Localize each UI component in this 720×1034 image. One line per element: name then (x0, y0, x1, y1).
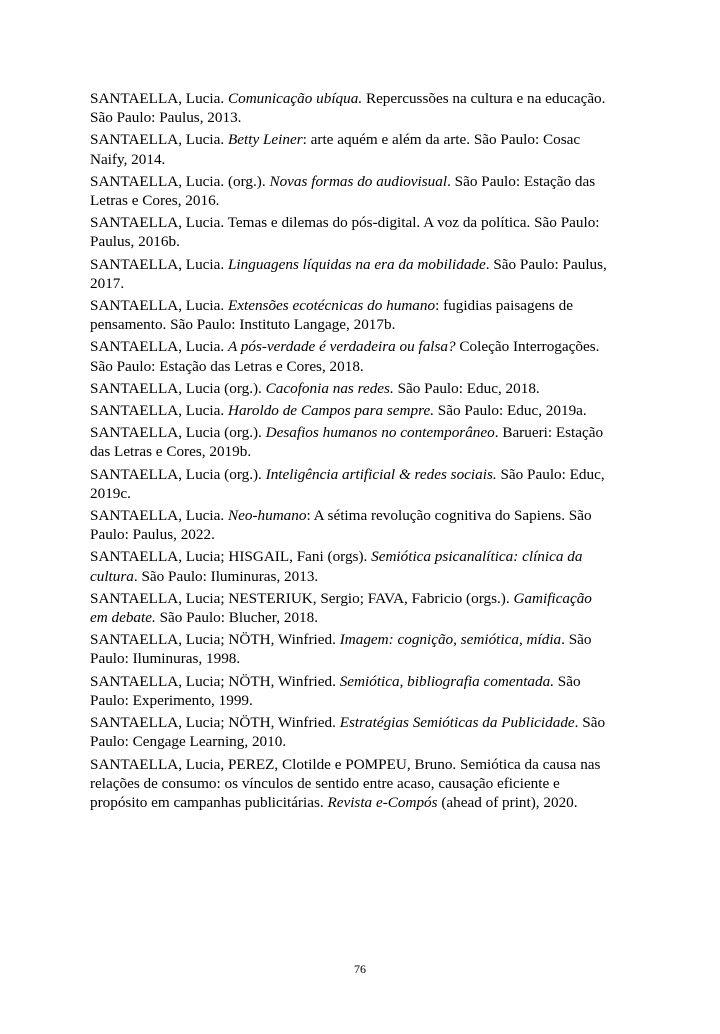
reference-title: Estratégias Semióticas da Publicidade (339, 714, 575, 732)
reference-text: . São Paulo: Paulus, 2017. (90, 255, 607, 292)
reference-text: Repercussões na cultura e na educação. São Paulo: Paulus, 2013. (90, 90, 606, 127)
reference-title: Revista e-Compós (327, 793, 438, 811)
reference-text: São Paulo: Educ, 2019a. (434, 402, 587, 420)
reference-text: São Paulo: Experimento, 1999. (90, 672, 581, 709)
reference-text: : A sétima revolução cognitiva do Sapiens. São Paulo: Paulus, 2022. (90, 507, 592, 544)
reference-text: SANTAELLA, Lucia. (90, 338, 228, 356)
reference-title: Semiótica psicanalítica: clínica da cultura (90, 548, 583, 585)
reference-text: SANTAELLA, Lucia. (90, 402, 228, 420)
reference-title: Cacofonia nas redes. (265, 379, 394, 397)
reference-entry (90, 296, 612, 334)
reference-text: Coleção Interrogações. São Paulo: Estação das Letras e Cores, 2018. (90, 338, 600, 375)
reference-text: . Barueri: Estação das Letras e Cores, 2019b. (90, 424, 604, 461)
reference-text: São Paulo: Blucher, 2018. (155, 609, 319, 627)
reference-title: Inteligência artificial & redes sociais. (265, 465, 497, 483)
reference-title: Neo-humano (227, 507, 307, 525)
reference-entry (90, 89, 612, 127)
reference-entry (90, 172, 612, 210)
reference-title: A pós-verdade é verdadeira ou falsa? (227, 338, 456, 356)
reference-entry (90, 547, 612, 585)
reference-entry (90, 379, 612, 398)
reference-text: . São Paulo: Estação das Letras e Cores, 2016. (90, 172, 596, 210)
reference-text: . São Paulo: Cengage Learning, 2010. (90, 714, 606, 751)
reference-entry (90, 130, 612, 168)
reference-text: SANTAELLA, Lucia. (90, 255, 228, 273)
reference-title: Betty Leiner (227, 131, 303, 149)
reference-text: SANTAELLA, Lucia; HISGAIL, Fani (orgs). (90, 548, 372, 566)
reference-title: Extensões ecotécnicas do humano (227, 297, 436, 315)
reference-text: São Paulo: Educ, 2019c. (90, 465, 605, 502)
reference-text: (ahead of print), 2020. (437, 793, 578, 811)
reference-list (90, 89, 612, 815)
reference-text: : fugidias paisagens de pensamento. São Paulo: Instituto Langage, 2017b. (90, 297, 573, 334)
reference-entry (90, 755, 612, 813)
reference-title: Comunicação ubíqua. (227, 90, 363, 107)
reference-entry (90, 630, 612, 668)
reference-title: Novas formas do audiovisual (269, 172, 448, 190)
reference-text: SANTAELLA, Lucia, PEREZ, Clotilde e POMPEU, Bruno. Semiótica da causa nas relações de consumo: os vínculos de sentido entre acaso, causação eficiente e propósito em campanhas publicitárias. (90, 755, 601, 811)
reference-entry (90, 255, 612, 293)
reference-entry (90, 589, 612, 627)
reference-title: Desafios humanos no contemporâneo (265, 424, 495, 442)
reference-text: SANTAELLA, Lucia; NESTERIUK, Sergio; FAVA, Fabricio (orgs.). (90, 589, 514, 607)
reference-text: SANTAELLA, Lucia (org.). (90, 424, 266, 442)
reference-text: . São Paulo: Iluminuras, 1998. (90, 631, 592, 668)
reference-title: Imagem: cognição, semiótica, mídia (339, 631, 562, 649)
page-number: 76 (354, 962, 366, 976)
reference-entry (90, 401, 612, 420)
reference-entry (90, 713, 612, 751)
reference-entry (90, 213, 612, 251)
reference-title: Haroldo de Campos para sempre. (227, 402, 434, 420)
reference-text: SANTAELLA, Lucia (org.). (90, 379, 266, 397)
reference-entry (90, 465, 612, 503)
reference-text: SANTAELLA, Lucia; NÖTH, Winfried. (90, 631, 340, 649)
reference-text: SANTAELLA, Lucia. (90, 90, 228, 107)
reference-text: São Paulo: Educ, 2018. (393, 379, 540, 397)
reference-text: SANTAELLA, Lucia. (90, 131, 228, 149)
reference-title: Linguagens líquidas na era da mobilidade (227, 255, 486, 273)
reference-text: SANTAELLA, Lucia. Temas e dilemas do pós-digital. A voz da política. São Paulo: Paulus, 2016b. (90, 214, 600, 251)
reference-title: Semiótica, bibliografia comentada. (339, 672, 554, 690)
reference-title: Gamificação em debate. (90, 589, 592, 627)
reference-text: SANTAELLA, Lucia. (org.). (90, 172, 270, 190)
reference-text: SANTAELLA, Lucia; NÖTH, Winfried. (90, 672, 340, 690)
reference-entry (90, 337, 612, 375)
reference-entry (90, 672, 612, 710)
reference-text: . São Paulo: Iluminuras, 2013. (133, 567, 319, 585)
reference-entry (90, 423, 612, 461)
reference-text: SANTAELLA, Lucia. (90, 507, 228, 525)
reference-text: SANTAELLA, Lucia; NÖTH, Winfried. (90, 714, 340, 732)
reference-entry (90, 506, 612, 544)
reference-text: : arte aquém e além da arte. São Paulo: Cosac Naify, 2014. (90, 131, 581, 168)
reference-text: SANTAELLA, Lucia (org.). (90, 465, 266, 483)
reference-text: SANTAELLA, Lucia. (90, 297, 228, 315)
